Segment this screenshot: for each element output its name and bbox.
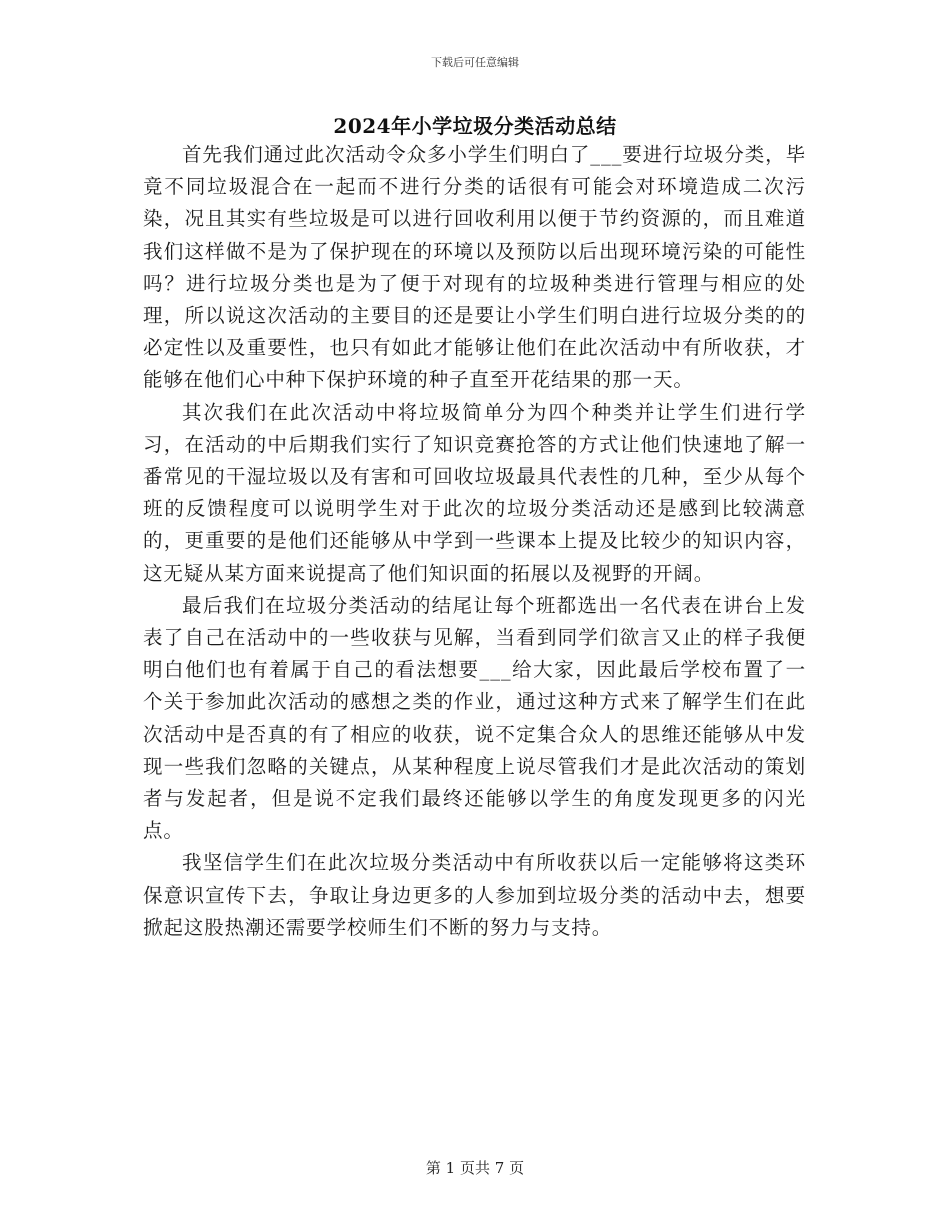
paragraph-3: 最后我们在垃圾分类活动的结尾让每个班都选出一名代表在讲台上发表了自己在活动中的一些收获与见解，当看到同学们欲言又止的样子我便明白他们也有着属于自己的看法想要___给大家，因此最后学校布置了一个关于参加此次活动的感想之类的作业，通过这种方式来了解学生们在此次活动中是否真的有了相应的收获，说不定集合众人的思维还能够从中发现一些我们忽略的关键点，从某种程度上说尽管我们才是此次活动的策划者与发起者，但是说不定我们最终还能够以学生的角度发现更多的闪光点。 bbox=[143, 593, 806, 843]
page-footer: 第 1 页共 7 页 bbox=[425, 1159, 525, 1177]
document-body bbox=[143, 139, 806, 944]
header-note: 下载后可任意编辑 bbox=[431, 56, 519, 69]
paragraph-4: 我坚信学生们在此次垃圾分类活动中有所收获以后一定能够将这类环保意识宣传下去，争取让身边更多的人参加到垃圾分类的活动中去，想要掀起这股热潮还需要学校师生们不断的努力与支持。 bbox=[143, 851, 806, 939]
paragraph-2: 其次我们在此次活动中将垃圾简单分为四个种类并让学生们进行学习，在活动的中后期我们实行了知识竞赛抢答的方式让他们快速地了解一番常见的干湿垃圾以及有害和可回收垃圾最具代表性的几种，至少从每个班的反馈程度可以说明学生对于此次的垃圾分类活动还是感到比较满意的，更重要的是他们还能够从中学到一些课本上提及比较少的知识内容，这无疑从某方面来说提高了他们知识面的拓展以及视野的开阔。 bbox=[143, 400, 806, 585]
document-title: 2024年小学垃圾分类活动总结 bbox=[333, 114, 617, 138]
paragraph-1: 首先我们通过此次活动令众多小学生们明白了___要进行垃圾分类，毕竟不同垃圾混合在一起而不进行分类的话很有可能会对环境造成二次污染，况且其实有些垃圾是可以进行回收利用以便于节约资源的，而且难道我们这样做不是为了保护现在的环境以及预防以后出现环境污染的可能性吗？进行垃圾分类也是为了便于对现有的垃圾种类进行管理与相应的处理，所以说这次活动的主要目的还是要让小学生们明白进行垃圾分类的的必定性以及重要性，也只有如此才能够让他们在此次活动中有所收获，才能够在他们心中种下保护环境的种子直至开花结果的那一天。 bbox=[143, 143, 806, 392]
